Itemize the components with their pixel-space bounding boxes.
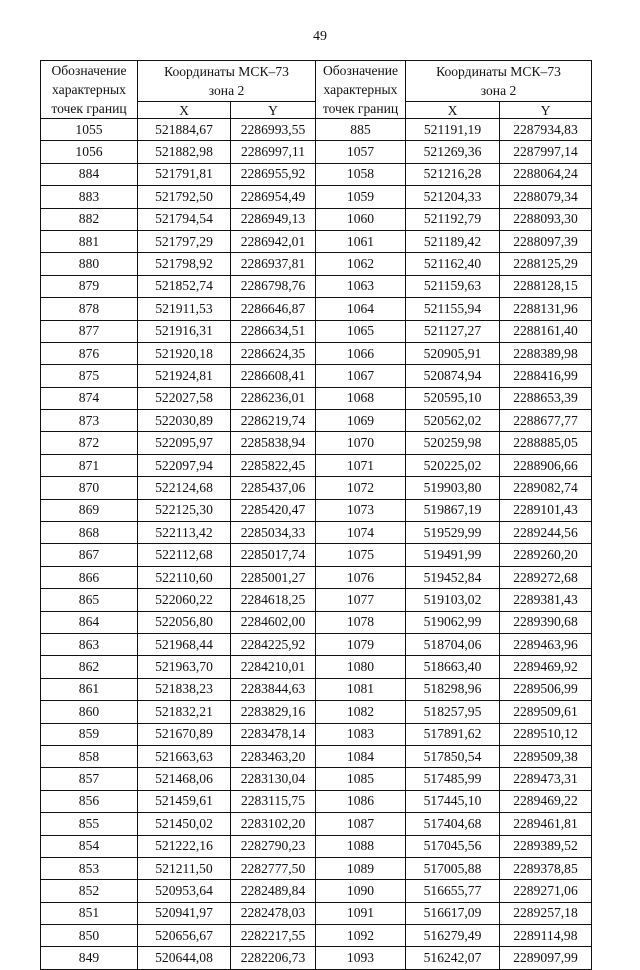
point-id-left: 861 (41, 678, 138, 700)
x-right: 518257,95 (406, 701, 500, 723)
table-row (41, 544, 592, 566)
point-id-right: 1086 (316, 790, 406, 812)
table-row (41, 141, 592, 163)
point-id-left: 849 (41, 947, 138, 969)
table-row (41, 186, 592, 208)
x-right: 519491,99 (406, 544, 500, 566)
point-id-left: 851 (41, 902, 138, 924)
coords-header-left (138, 61, 316, 102)
y-right: 2287934,83 (500, 119, 592, 141)
point-id-right: 1057 (316, 141, 406, 163)
table-row (41, 656, 592, 678)
point-id-left: 862 (41, 656, 138, 678)
point-id-left: 878 (41, 298, 138, 320)
point-id-right: 1083 (316, 723, 406, 745)
x-right: 521189,42 (406, 230, 500, 252)
y-right: 2289101,43 (500, 499, 592, 521)
x-left: 522056,80 (138, 611, 231, 633)
x-left: 521884,67 (138, 119, 231, 141)
x-right: 521155,94 (406, 298, 500, 320)
point-id-left: 875 (41, 365, 138, 387)
point-id-left: 857 (41, 768, 138, 790)
point-label-header-left (41, 61, 138, 119)
y-right: 2288125,29 (500, 253, 592, 275)
point-id-left: 884 (41, 163, 138, 185)
x-left: 522095,97 (138, 432, 231, 454)
table-row (41, 163, 592, 185)
y-left: 2286955,92 (231, 163, 316, 185)
y-right: 2288097,39 (500, 230, 592, 252)
x-right: 519452,84 (406, 566, 500, 588)
point-id-right: 1074 (316, 522, 406, 544)
y-left: 2286236,01 (231, 387, 316, 409)
x-right: 519903,80 (406, 477, 500, 499)
table-row (41, 298, 592, 320)
point-id-left: 852 (41, 880, 138, 902)
x-right: 517045,56 (406, 835, 500, 857)
point-id-right: 1058 (316, 163, 406, 185)
y-left: 2285017,74 (231, 544, 316, 566)
y-right: 2289510,12 (500, 723, 592, 745)
x-right: 521204,33 (406, 186, 500, 208)
x-left: 521832,21 (138, 701, 231, 723)
x-left: 522097,94 (138, 454, 231, 476)
point-id-left: 869 (41, 499, 138, 521)
table-header (41, 61, 592, 119)
point-id-left: 867 (41, 544, 138, 566)
x-left: 522113,42 (138, 522, 231, 544)
x-left: 521792,50 (138, 186, 231, 208)
y-right: 2289082,74 (500, 477, 592, 499)
table-row (41, 768, 592, 790)
page-number: 49 (313, 29, 327, 44)
table-body (41, 119, 592, 970)
table-row (41, 835, 592, 857)
point-label-line3: точек границ (322, 101, 399, 116)
point-id-left: 859 (41, 723, 138, 745)
y-right: 2289272,68 (500, 566, 592, 588)
y-left: 2283130,04 (231, 768, 316, 790)
x-left: 522027,58 (138, 387, 231, 409)
y-right: 2288093,30 (500, 208, 592, 230)
table-row (41, 723, 592, 745)
x-right: 519062,99 (406, 611, 500, 633)
x-right: 521216,28 (406, 163, 500, 185)
x-right: 521191,19 (406, 119, 500, 141)
x-header-left: X (138, 102, 231, 119)
y-right: 2288416,99 (500, 365, 592, 387)
table-row (41, 925, 592, 947)
x-left: 520644,08 (138, 947, 231, 969)
point-id-left: 866 (41, 566, 138, 588)
table-row (41, 432, 592, 454)
y-right: 2289469,22 (500, 790, 592, 812)
coordinates-table (40, 60, 592, 970)
point-id-left: 879 (41, 275, 138, 297)
x-right: 520562,02 (406, 410, 500, 432)
y-right: 2289389,52 (500, 835, 592, 857)
y-left: 2286624,35 (231, 342, 316, 364)
point-id-left: 1056 (41, 141, 138, 163)
point-id-left: 872 (41, 432, 138, 454)
point-id-right: 1089 (316, 857, 406, 879)
y-left: 2285437,06 (231, 477, 316, 499)
point-id-right: 1090 (316, 880, 406, 902)
table-row (41, 208, 592, 230)
x-right: 516655,77 (406, 880, 500, 902)
x-left: 521963,70 (138, 656, 231, 678)
x-left: 521468,06 (138, 768, 231, 790)
y-left: 2284210,01 (231, 656, 316, 678)
point-label-line2: характерных (323, 82, 398, 97)
x-left: 520941,97 (138, 902, 231, 924)
y-left: 2286646,87 (231, 298, 316, 320)
y-right: 2289097,99 (500, 947, 592, 969)
x-right: 517005,88 (406, 857, 500, 879)
y-right: 2289257,18 (500, 902, 592, 924)
x-right: 520225,02 (406, 454, 500, 476)
y-left: 2286937,81 (231, 253, 316, 275)
table-row (41, 633, 592, 655)
x-right: 520595,10 (406, 387, 500, 409)
y-left: 2286634,51 (231, 320, 316, 342)
x-right: 521127,27 (406, 320, 500, 342)
point-id-left: 864 (41, 611, 138, 633)
y-left: 2283115,75 (231, 790, 316, 812)
table-row (41, 813, 592, 835)
x-left: 521911,53 (138, 298, 231, 320)
x-right: 519529,99 (406, 522, 500, 544)
point-id-left: 865 (41, 589, 138, 611)
x-left: 521968,44 (138, 633, 231, 655)
point-id-right: 1072 (316, 477, 406, 499)
x-right: 521162,40 (406, 253, 500, 275)
y-right: 2288653,39 (500, 387, 592, 409)
y-left: 2283844,63 (231, 678, 316, 700)
point-id-right: 1060 (316, 208, 406, 230)
point-label-line2: характерных (52, 82, 126, 97)
x-right: 519103,02 (406, 589, 500, 611)
x-left: 522030,89 (138, 410, 231, 432)
x-right: 517485,99 (406, 768, 500, 790)
point-label-line1: Обозначение (322, 63, 399, 78)
point-id-left: 883 (41, 186, 138, 208)
table-row (41, 454, 592, 476)
coords-label-line2: зона 2 (208, 83, 245, 98)
y-right: 2288079,34 (500, 186, 592, 208)
table-row (41, 857, 592, 879)
y-right: 2289469,92 (500, 656, 592, 678)
point-id-right: 1079 (316, 633, 406, 655)
point-id-left: 863 (41, 633, 138, 655)
x-left: 521791,81 (138, 163, 231, 185)
point-id-left: 871 (41, 454, 138, 476)
y-left: 2286798,76 (231, 275, 316, 297)
y-left: 2286997,11 (231, 141, 316, 163)
point-id-left: 853 (41, 857, 138, 879)
table-row (41, 387, 592, 409)
table-row (41, 253, 592, 275)
point-id-right: 1091 (316, 902, 406, 924)
table-row (41, 566, 592, 588)
y-header-left: Y (231, 102, 316, 119)
x-left: 521920,18 (138, 342, 231, 364)
point-id-right: 1065 (316, 320, 406, 342)
point-id-left: 876 (41, 342, 138, 364)
y-left: 2283829,16 (231, 701, 316, 723)
point-id-left: 874 (41, 387, 138, 409)
table-row (41, 499, 592, 521)
y-right: 2288128,15 (500, 275, 592, 297)
point-id-right: 1087 (316, 813, 406, 835)
x-right: 517404,68 (406, 813, 500, 835)
y-right: 2288906,66 (500, 454, 592, 476)
x-right: 516242,07 (406, 947, 500, 969)
point-id-right: 1073 (316, 499, 406, 521)
point-id-right: 1084 (316, 745, 406, 767)
x-left: 521798,92 (138, 253, 231, 275)
x-right: 516279,49 (406, 925, 500, 947)
table-row (41, 275, 592, 297)
y-left: 2283478,14 (231, 723, 316, 745)
table-row (41, 522, 592, 544)
x-right: 520874,94 (406, 365, 500, 387)
x-left: 521450,02 (138, 813, 231, 835)
point-id-right: 1092 (316, 925, 406, 947)
point-id-left: 854 (41, 835, 138, 857)
x-left: 521794,54 (138, 208, 231, 230)
x-left: 521852,74 (138, 275, 231, 297)
y-left: 2285822,45 (231, 454, 316, 476)
point-id-right: 1081 (316, 678, 406, 700)
x-left: 521916,31 (138, 320, 231, 342)
coords-label-line1: Координаты МСК–73 (436, 64, 561, 79)
y-left: 2286993,55 (231, 119, 316, 141)
y-left: 2282777,50 (231, 857, 316, 879)
point-id-right: 1059 (316, 186, 406, 208)
point-id-left: 855 (41, 813, 138, 835)
x-right: 520905,91 (406, 342, 500, 364)
table-row (41, 342, 592, 364)
point-id-right: 1080 (316, 656, 406, 678)
table-row (41, 947, 592, 969)
y-right: 2289473,31 (500, 768, 592, 790)
point-label-header-right (316, 61, 406, 119)
y-right: 2287997,14 (500, 141, 592, 163)
x-left: 521663,63 (138, 745, 231, 767)
point-id-right: 1078 (316, 611, 406, 633)
y-right: 2288064,24 (500, 163, 592, 185)
y-left: 2284602,00 (231, 611, 316, 633)
table-row (41, 320, 592, 342)
point-label-line1: Обозначение (51, 63, 127, 78)
y-right: 2289244,56 (500, 522, 592, 544)
x-left: 521670,89 (138, 723, 231, 745)
table-row (41, 230, 592, 252)
x-left: 522060,22 (138, 589, 231, 611)
point-id-left: 1055 (41, 119, 138, 141)
table-row (41, 902, 592, 924)
y-right: 2289509,61 (500, 701, 592, 723)
coords-label-line1: Координаты МСК–73 (164, 64, 289, 79)
x-left: 522125,30 (138, 499, 231, 521)
y-left: 2286219,74 (231, 410, 316, 432)
x-left: 520656,67 (138, 925, 231, 947)
point-id-left: 850 (41, 925, 138, 947)
x-left: 521222,16 (138, 835, 231, 857)
y-right: 2289509,38 (500, 745, 592, 767)
y-left: 2286942,01 (231, 230, 316, 252)
point-id-right: 1093 (316, 947, 406, 969)
table-row (41, 119, 592, 141)
point-id-right: 1070 (316, 432, 406, 454)
y-right: 2289260,20 (500, 544, 592, 566)
y-right: 2289114,98 (500, 925, 592, 947)
table-row (41, 701, 592, 723)
table-row (41, 678, 592, 700)
point-id-right: 1076 (316, 566, 406, 588)
x-right: 517891,62 (406, 723, 500, 745)
y-right: 2289381,43 (500, 589, 592, 611)
point-id-right: 1062 (316, 253, 406, 275)
x-left: 521459,61 (138, 790, 231, 812)
x-right: 517850,54 (406, 745, 500, 767)
point-id-right: 1071 (316, 454, 406, 476)
x-left: 521838,23 (138, 678, 231, 700)
y-left: 2282489,84 (231, 880, 316, 902)
y-right: 2288677,77 (500, 410, 592, 432)
y-right: 2289461,81 (500, 813, 592, 835)
y-right: 2289463,96 (500, 633, 592, 655)
point-id-left: 868 (41, 522, 138, 544)
point-id-right: 1085 (316, 768, 406, 790)
y-left: 2282790,23 (231, 835, 316, 857)
y-left: 2282478,03 (231, 902, 316, 924)
point-id-right: 1068 (316, 387, 406, 409)
x-header-right: X (406, 102, 500, 119)
y-left: 2286949,13 (231, 208, 316, 230)
y-left: 2283463,20 (231, 745, 316, 767)
y-right: 2288885,05 (500, 432, 592, 454)
y-left: 2284618,25 (231, 589, 316, 611)
x-right: 518298,96 (406, 678, 500, 700)
x-left: 521924,81 (138, 365, 231, 387)
y-left: 2284225,92 (231, 633, 316, 655)
table-row (41, 410, 592, 432)
point-id-right: 1077 (316, 589, 406, 611)
point-id-left: 877 (41, 320, 138, 342)
y-left: 2285034,33 (231, 522, 316, 544)
point-id-right: 1067 (316, 365, 406, 387)
y-left: 2286608,41 (231, 365, 316, 387)
y-right: 2289506,99 (500, 678, 592, 700)
x-left: 522112,68 (138, 544, 231, 566)
x-left: 521882,98 (138, 141, 231, 163)
x-left: 520953,64 (138, 880, 231, 902)
table-row (41, 589, 592, 611)
x-right: 521269,36 (406, 141, 500, 163)
point-label-line3: точек границ (51, 101, 127, 116)
x-left: 521797,29 (138, 230, 231, 252)
y-left: 2285838,94 (231, 432, 316, 454)
coords-label-line2: зона 2 (480, 83, 517, 98)
point-id-right: 1069 (316, 410, 406, 432)
point-id-left: 881 (41, 230, 138, 252)
table-row (41, 790, 592, 812)
point-id-left: 882 (41, 208, 138, 230)
y-left: 2282206,73 (231, 947, 316, 969)
table-row (41, 477, 592, 499)
point-id-right: 885 (316, 119, 406, 141)
y-right: 2288161,40 (500, 320, 592, 342)
point-id-left: 873 (41, 410, 138, 432)
y-left: 2286954,49 (231, 186, 316, 208)
point-id-left: 860 (41, 701, 138, 723)
y-right: 2289390,68 (500, 611, 592, 633)
x-left: 522110,60 (138, 566, 231, 588)
x-right: 521192,79 (406, 208, 500, 230)
point-id-left: 856 (41, 790, 138, 812)
y-right: 2288131,96 (500, 298, 592, 320)
point-id-right: 1064 (316, 298, 406, 320)
point-id-right: 1066 (316, 342, 406, 364)
point-id-left: 858 (41, 745, 138, 767)
x-left: 522124,68 (138, 477, 231, 499)
x-right: 518663,40 (406, 656, 500, 678)
y-left: 2285001,27 (231, 566, 316, 588)
table-row (41, 880, 592, 902)
point-id-right: 1075 (316, 544, 406, 566)
point-id-right: 1088 (316, 835, 406, 857)
x-right: 516617,09 (406, 902, 500, 924)
point-id-left: 880 (41, 253, 138, 275)
x-right: 520259,98 (406, 432, 500, 454)
point-id-right: 1063 (316, 275, 406, 297)
table-row (41, 365, 592, 387)
coords-header-right (406, 61, 592, 102)
y-right: 2289271,06 (500, 880, 592, 902)
table-row (41, 611, 592, 633)
x-right: 518704,06 (406, 633, 500, 655)
y-left: 2283102,20 (231, 813, 316, 835)
y-right: 2289378,85 (500, 857, 592, 879)
x-right: 519867,19 (406, 499, 500, 521)
y-left: 2285420,47 (231, 499, 316, 521)
x-right: 521159,63 (406, 275, 500, 297)
y-header-right: Y (500, 102, 592, 119)
point-id-right: 1082 (316, 701, 406, 723)
x-left: 521211,50 (138, 857, 231, 879)
point-id-right: 1061 (316, 230, 406, 252)
x-right: 517445,10 (406, 790, 500, 812)
table-row (41, 745, 592, 767)
y-right: 2288389,98 (500, 342, 592, 364)
point-id-left: 870 (41, 477, 138, 499)
y-left: 2282217,55 (231, 925, 316, 947)
